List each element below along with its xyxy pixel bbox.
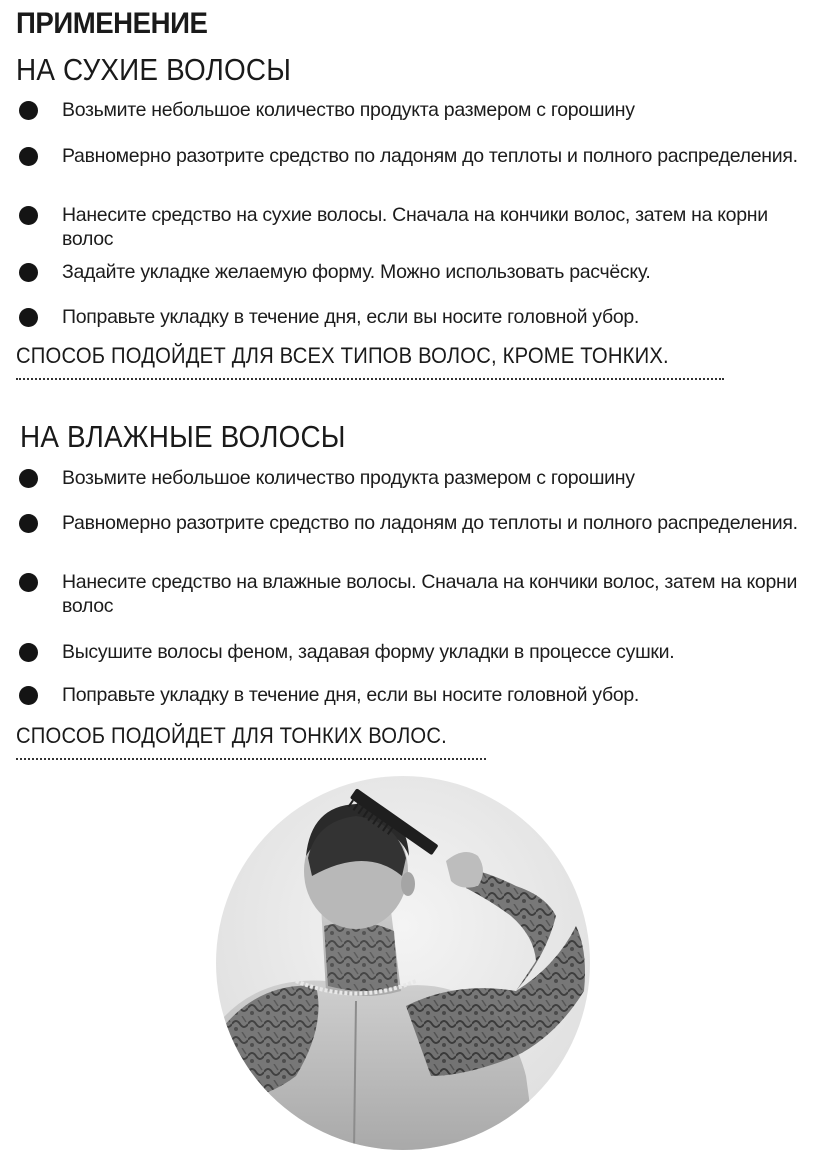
page-title: ПРИМЕНЕНИЕ bbox=[16, 7, 208, 40]
step-text: Равномерно разотрите средство по ладоням до теплоты и полного распределения. bbox=[62, 512, 798, 534]
hair-styling-photo bbox=[216, 776, 590, 1150]
man-combing-hair-image bbox=[216, 776, 590, 1150]
bullet-icon bbox=[19, 308, 38, 327]
bullet-icon bbox=[19, 206, 38, 225]
step-text: Нанесите средство на влажные волосы. Сначала на кончики волос, затем на корни волос bbox=[62, 571, 798, 617]
bullet-icon bbox=[19, 263, 38, 282]
step-text: Задайте укладке желаемую форму. Можно использовать расчёску. bbox=[62, 261, 651, 283]
bullet-icon bbox=[19, 514, 38, 533]
step-text: Возьмите небольшое количество продукта размером с горошину bbox=[62, 467, 635, 489]
bullet-icon bbox=[19, 147, 38, 166]
bullet-icon bbox=[19, 686, 38, 705]
step-text: Поправьте укладку в течение дня, если вы носите головной убор. bbox=[62, 684, 640, 706]
bullet-icon bbox=[19, 101, 38, 120]
bullet-icon bbox=[19, 469, 38, 488]
bullet-icon bbox=[19, 643, 38, 662]
dotted-divider bbox=[16, 378, 724, 380]
section-note-wet-hair: СПОСОБ ПОДОЙДЕТ ДЛЯ ТОНКИХ ВОЛОС. bbox=[16, 723, 447, 748]
section-note-dry-hair: СПОСОБ ПОДОЙДЕТ ДЛЯ ВСЕХ ТИПОВ ВОЛОС, КРОМЕ ТОНКИХ. bbox=[16, 343, 669, 368]
step-text: Нанесите средство на сухие волосы. Сначала на кончики волос, затем на корни волос bbox=[62, 204, 768, 250]
step-text: Возьмите небольшое количество продукта размером с горошину bbox=[62, 99, 635, 121]
dotted-divider bbox=[16, 758, 486, 760]
step-text: Равномерно разотрите средство по ладоням до теплоты и полного распределения. bbox=[62, 145, 798, 167]
section-heading-wet-hair: НА ВЛАЖНЫЕ ВОЛОСЫ bbox=[20, 419, 346, 454]
step-text: Поправьте укладку в течение дня, если вы носите головной убор. bbox=[62, 306, 640, 328]
section-heading-dry-hair: НА СУХИЕ ВОЛОСЫ bbox=[16, 52, 292, 87]
bullet-icon bbox=[19, 573, 38, 592]
step-text: Высушите волосы феном, задавая форму укладки в процессе сушки. bbox=[62, 641, 675, 663]
